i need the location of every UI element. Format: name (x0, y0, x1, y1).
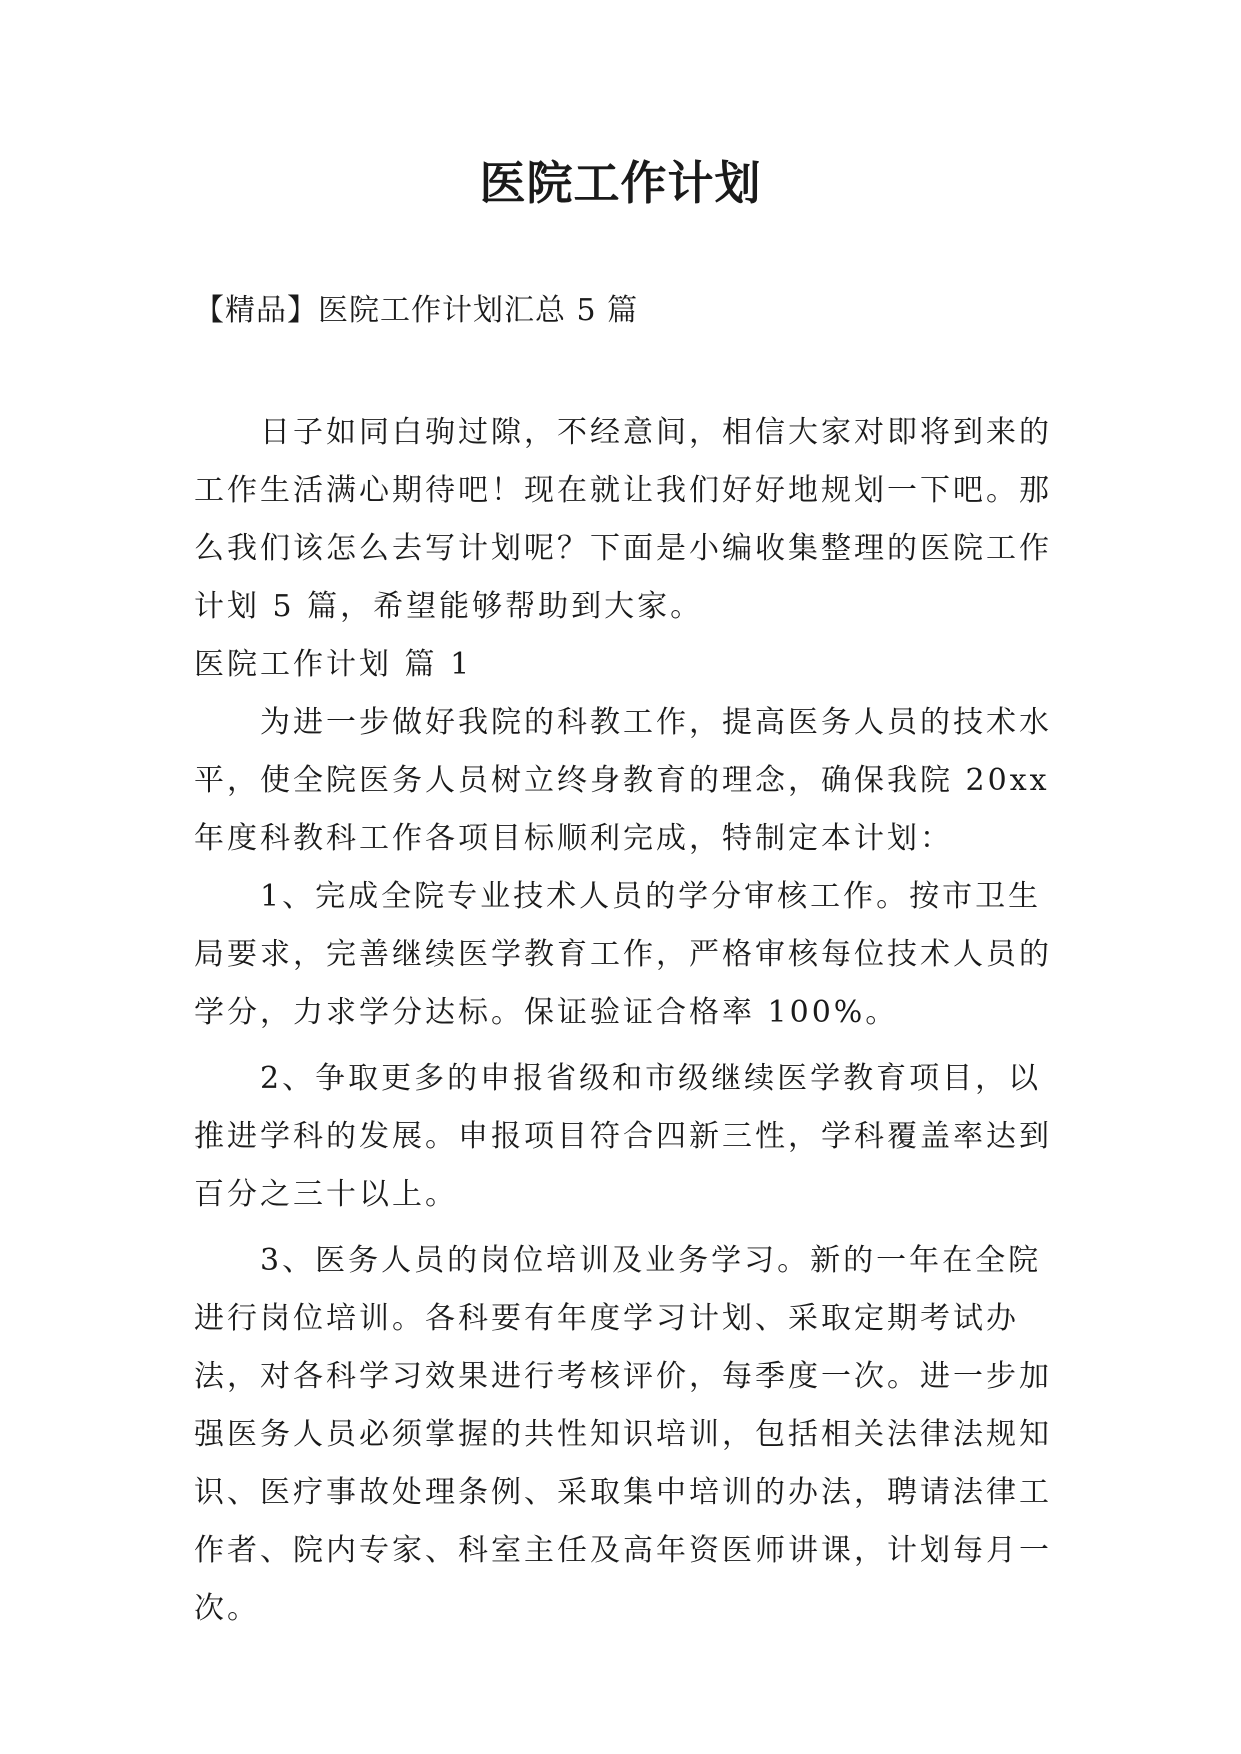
intro-paragraph: 日子如同白驹过隙，不经意间，相信大家对即将到来的工作生活满心期待吧！现在就让我们好好地规划一下吧。那么我们该怎么去写计划呢？下面是小编收集整理的医院工作计划 5 篇，希望能够帮助到大家。 (194, 415, 1052, 624)
document-subtitle: 【精品】医院工作计划汇总 5 篇 (194, 293, 639, 328)
document-body (194, 404, 1054, 1638)
body-paragraph: 为进一步做好我院的科教工作，提高医务人员的技术水平，使全院医务人员树立终身教育的理念，确保我院 20xx 年度科教科工作各项目标顺利完成，特制定本计划： (194, 705, 1052, 856)
section-heading: 医院工作计划 篇 1 (194, 647, 473, 682)
body-paragraph: 2、争取更多的申报省级和市级继续医学教育项目，以推进学科的发展。申报项目符合四新三性，学科覆盖率达到百分之三十以上。 (194, 1061, 1052, 1212)
document-title: 医院工作计划 (479, 156, 762, 210)
body-paragraph: 1、完成全院专业技术人员的学分审核工作。按市卫生局要求，完善继续医学教育工作，严格审核每位技术人员的学分，力求学分达标。保证验证合格率 100%。 (194, 879, 1052, 1030)
body-paragraph: 3、医务人员的岗位培训及业务学习。新的一年在全院进行岗位培训。各科要有年度学习计划、采取定期考试办法，对各科学习效果进行考核评价，每季度一次。进一步加强医务人员必须掌握的共性知识培训，包括相关法律法规知识、医疗事故处理条例、采取集中培训的办法，聘请法律工作者、院内专家、科室主任及高年资医师讲课，计划每月一次。 (194, 1243, 1052, 1626)
